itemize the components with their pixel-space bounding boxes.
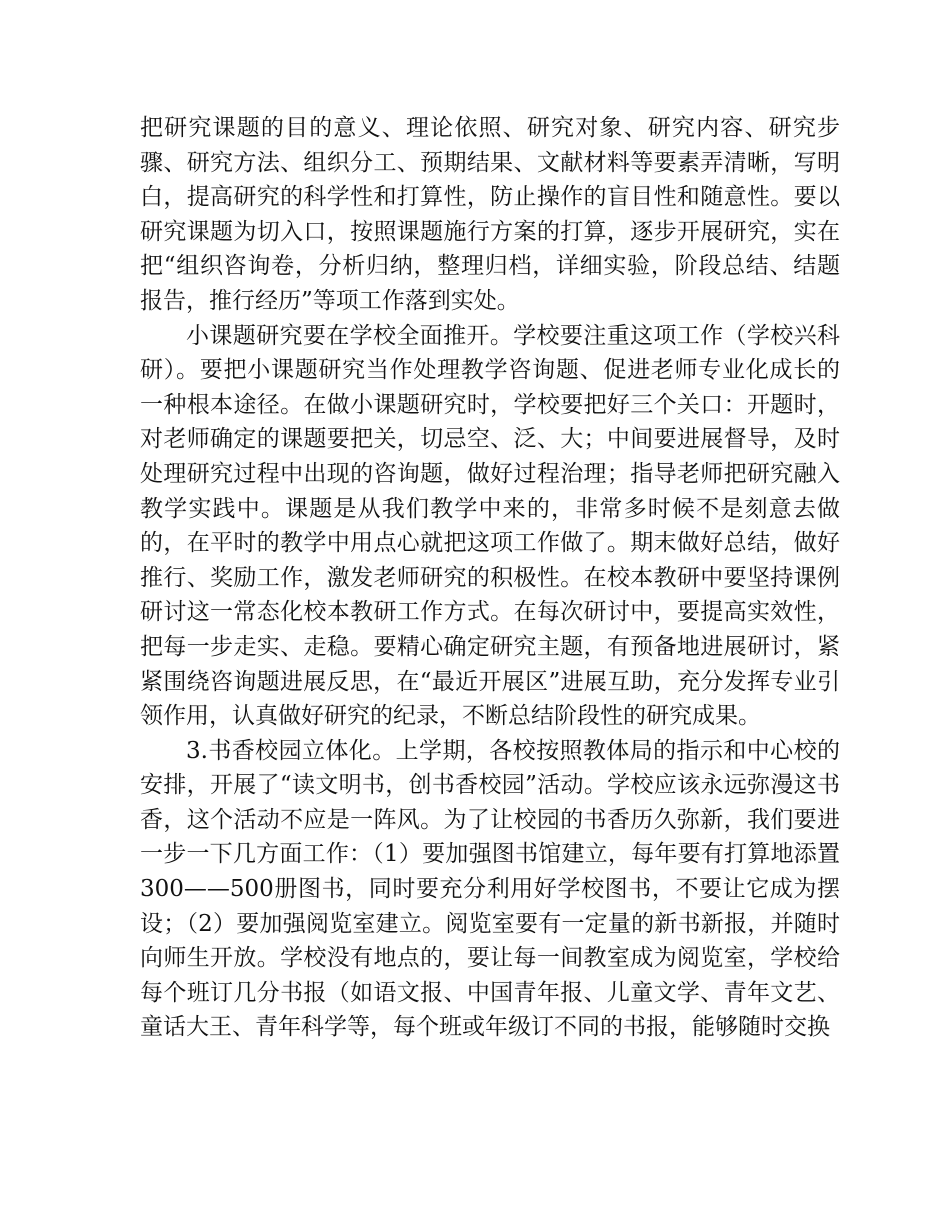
paragraph-small-topic-research: 小课题研究要在学校全面推开。学校要注重这项工作（学校兴科研）。要把小课题研究当作处理教学咨询题、促进老师专业化成长的一种根本途径。在做小课题研究时，学校要把好三个关口：开题时，对老师确定的课题要把关，切忌空、泛、大；中间要进展督导，及时处理研究过程中出现的咨询题，做好过程治理；指导老师把研究融入教学实践中。课题是从我们教学中来的，非常多时候不是刻意去做的，在平时的教学中用点心就把这项工作做了。期末做好总结，做好推行、奖励工作，激发老师研究的积极性。在校本教研中要坚持课例研讨这一常态化校本教研工作方式。在每次研讨中，要提高实效性，把每一步走实、走稳。要精心确定研究主题，有预备地进展研讨，紧紧围绕咨询题进展反思，在“最近开展区”进展互助，充分发挥专业引领作用，认真做好研究的纪录，不断总结阶段性的研究成果。 xyxy=(140,322,840,730)
paragraph-research-planning: 把研究课题的目的意义、理论依照、研究对象、研究内容、研究步骤、研究方法、组织分工、预期结果、文献材料等要素弄清晰，写明白，提高研究的科学性和打算性，防止操作的盲目性和随意性。要以研究课题为切入口，按照课题施行方案的打算，逐步开展研究，实在把“组织咨询卷，分析归纳，整理归档，详细实验，阶段总结、结题报告，推行经历”等项工作落到实处。 xyxy=(140,115,840,314)
document-body xyxy=(140,111,840,1045)
paragraph-scholarly-campus: 3.书香校园立体化。上学期，各校按照教体局的指示和中心校的安排，开展了“读文明书，创书香校园”活动。学校应该永远弥漫这书香，这个活动不应是一阵风。为了让校园的书香历久弥新，我们要进一步一下几方面工作：（1）要加强图书馆建立，每年要有打算地添置300——500册图书，同时要充分利用好学校图书，不要让它成为摆设；（2）要加强阅览室建立。阅览室要有一定量的新书新报，并随时向师生开放。学校没有地点的，要让每一间教室成为阅览室，学校给每个班订几分书报（如语文报、中国青年报、儿童文学、青年文艺、童话大王、青年科学等，每个班或年级订不同的书报，能够随时交换 xyxy=(140,737,840,1041)
